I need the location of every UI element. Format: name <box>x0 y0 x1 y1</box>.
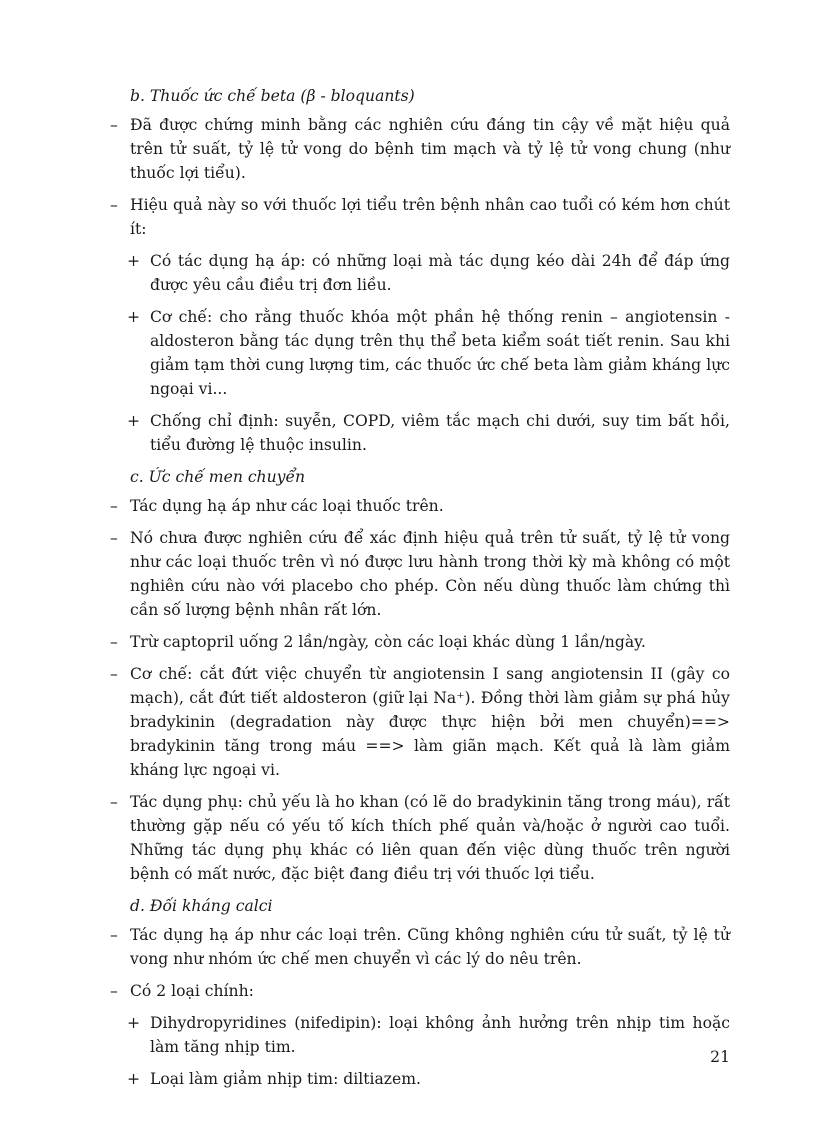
list-item <box>110 923 730 971</box>
page-content <box>110 84 730 1099</box>
sub-list-item-text: Có tác dụng hạ áp: có những loại mà tác dụng kéo dài 24h để đáp ứng được yêu cầu điều trị đơn liều. <box>150 252 730 294</box>
list-item <box>110 790 730 886</box>
dash-marker: – <box>110 926 118 944</box>
plus-marker: + <box>127 412 141 430</box>
list-item-text: Tác dụng phụ: chủ yếu là ho khan (có lẽ do bradykinin tăng trong máu), rất thường gặp nếu có yếu tố kích thích phế quản và/hoặc ở người cao tuổi. Những tác dụng phụ khác có liên quan đến việc dùng thuốc trên người bệnh có mất nước, đặc biệt đang điều trị với thuốc lợi tiểu. <box>130 793 730 883</box>
sub-list-item <box>110 305 730 401</box>
dash-marker: – <box>110 665 118 683</box>
list-item <box>110 494 730 518</box>
list-item <box>110 630 730 654</box>
list-item-text: Nó chưa được nghiên cứu để xác định hiệu quả trên tử suất, tỷ lệ tử vong như các loại thuốc trên vì nó được lưu hành trong thời kỳ mà không có một nghiên cứu nào với placebo cho phép. Còn nếu dùng thuốc làm chứng thì cần số lượng bệnh nhân rất lớn. <box>130 529 730 619</box>
dash-marker: – <box>110 529 118 547</box>
sub-list-item <box>110 409 730 457</box>
page-number: 21 <box>710 1048 730 1066</box>
list-item <box>110 979 730 1003</box>
list-item-text: Tác dụng hạ áp như các loại trên. Cũng không nghiên cứu tử suất, tỷ lệ tử vong như nhóm ức chế men chuyển vì các lý do nêu trên. <box>130 926 730 968</box>
section-b-heading: b. Thuốc ức chế beta (β - bloquants) <box>130 87 415 105</box>
section-c-heading: c. Ức chế men chuyển <box>130 468 306 486</box>
dash-marker: – <box>110 116 118 134</box>
sub-list-item <box>110 249 730 297</box>
list-item-text: Có 2 loại chính: <box>130 982 254 1000</box>
sub-list-item <box>110 1011 730 1059</box>
sub-list-item-text: Chống chỉ định: suyễn, COPD, viêm tắc mạch chi dưới, suy tim bất hồi, tiểu đường lệ thuộc insulin. <box>150 412 730 454</box>
list-item <box>110 662 730 782</box>
list-item-text: Tác dụng hạ áp như các loại thuốc trên. <box>130 497 444 515</box>
list-item-text: Trừ captopril uống 2 lần/ngày, còn các loại khác dùng 1 lần/ngày. <box>130 633 646 651</box>
dash-marker: – <box>110 497 118 515</box>
sub-list-item <box>110 1067 730 1091</box>
list-item-text: Hiệu quả này so với thuốc lợi tiểu trên bệnh nhân cao tuổi có kém hơn chút ít: <box>130 196 730 238</box>
dash-marker: – <box>110 793 118 811</box>
plus-marker: + <box>127 1014 141 1032</box>
sub-list-item-text: Dihydropyridines (nifedipin): loại không ảnh hưởng trên nhịp tim hoặc làm tăng nhịp tim. <box>150 1014 730 1056</box>
list-item-text: Đã được chứng minh bằng các nghiên cứu đáng tin cậy về mặt hiệu quả trên tử suất, tỷ lệ tử vong do bệnh tim mạch và tỷ lệ tử vong chung (như thuốc lợi tiểu). <box>130 116 730 182</box>
dash-marker: – <box>110 633 118 651</box>
sub-list-item-text: Loại làm giảm nhịp tim: diltiazem. <box>150 1070 421 1088</box>
plus-marker: + <box>127 1070 141 1088</box>
list-item <box>110 113 730 185</box>
plus-marker: + <box>127 308 141 326</box>
dash-marker: – <box>110 196 118 214</box>
dash-marker: – <box>110 982 118 1000</box>
list-item-text: Cơ chế: cắt đứt việc chuyển từ angiotensin I sang angiotensin II (gây co mạch), cắt đứt tiết aldosteron (giữ lại Na⁺). Đồng thời làm giảm sự phá hủy bradykinin (degradation này được thực hiện bởi men chuyển)==> bradykinin tăng trong máu ==> làm giãn mạch. Kết quả là làm giảm kháng lực ngoại vi. <box>130 665 730 779</box>
list-item <box>110 193 730 241</box>
sub-list-item-text: Cơ chế: cho rằng thuốc khóa một phần hệ thống renin – angiotensin - aldosteron bằng tác dụng trên thụ thể beta kiểm soát tiết renin. Sau khi giảm tạm thời cung lượng tim, các thuốc ức chế beta làm giảm kháng lực ngoại vi... <box>150 308 730 398</box>
plus-marker: + <box>127 252 141 270</box>
section-d-heading: d. Đối kháng calci <box>130 897 273 915</box>
list-item <box>110 526 730 622</box>
